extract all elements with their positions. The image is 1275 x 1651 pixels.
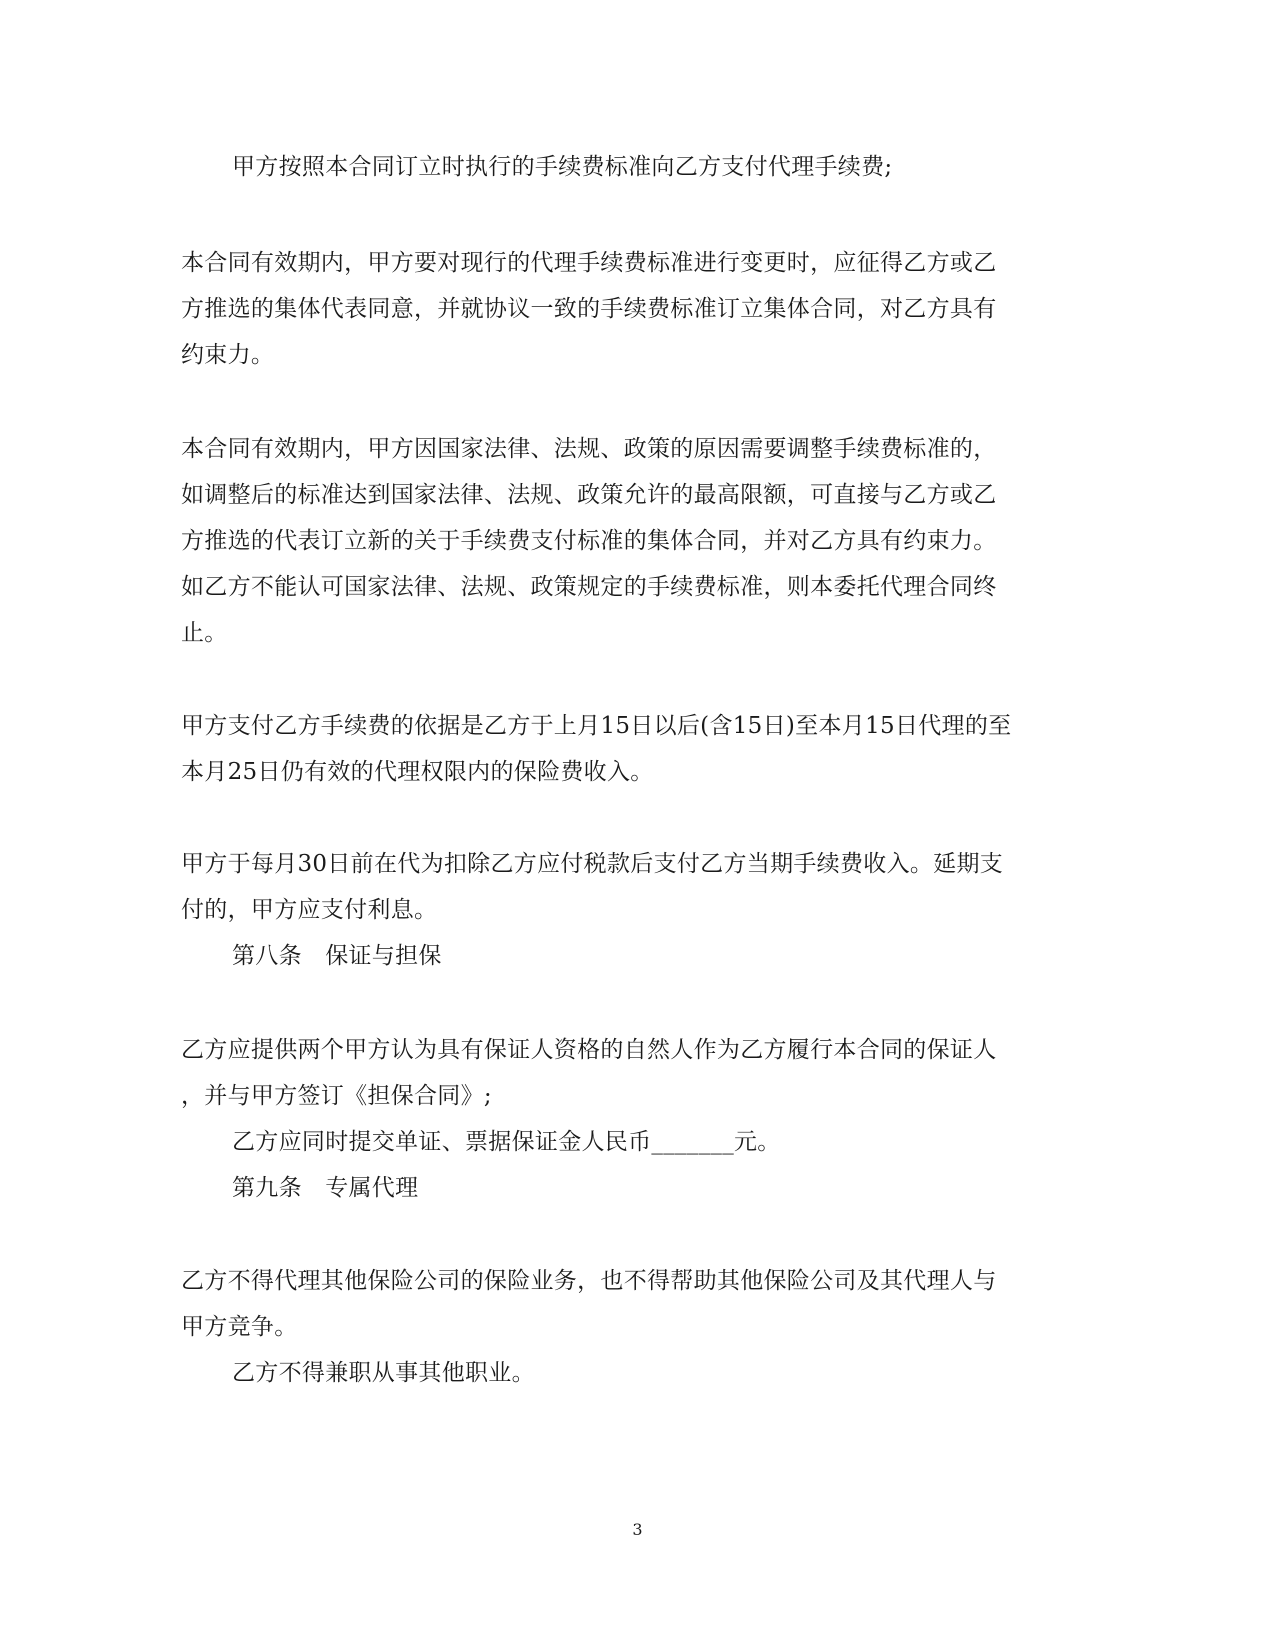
text-line: 甲方于每月30日前在代为扣除乙方应付税款后支付乙方当期手续费收入。延期支 xyxy=(181,851,1004,877)
text-line: 如乙方不能认可国家法律、法规、政策规定的手续费标准，则本委托代理合同终 xyxy=(181,574,997,600)
text-line: 止。 xyxy=(181,620,228,646)
text-line: 乙方应提供两个甲方认为具有保证人资格的自然人作为乙方履行本合同的保证人 xyxy=(181,1037,997,1063)
section-heading: 第九条 专属代理 xyxy=(232,1175,419,1201)
section-heading: 第八条 保证与担保 xyxy=(232,943,442,969)
text-line: 乙方不得兼职从事其他职业。 xyxy=(232,1360,535,1386)
text-line: 乙方应同时提交单证、票据保证金人民币_______元。 xyxy=(232,1129,781,1155)
text-line: 付的，甲方应支付利息。 xyxy=(181,897,438,923)
text-line: 本合同有效期内，甲方因国家法律、法规、政策的原因需要调整手续费标准的， xyxy=(181,436,997,462)
text-line: 甲方支付乙方手续费的依据是乙方于上月15日以后(含15日)至本月15日代理的至 xyxy=(181,713,1012,739)
text-line: 本月25日仍有效的代理权限内的保险费收入。 xyxy=(181,759,654,785)
text-line: 方推选的集体代表同意，并就协议一致的手续费标准订立集体合同，对乙方具有 xyxy=(181,296,997,322)
text-line: 方推选的代表订立新的关于手续费支付标准的集体合同，并对乙方具有约束力。 xyxy=(181,528,997,554)
text-line: 甲方竞争。 xyxy=(181,1314,298,1340)
text-line: 本合同有效期内，甲方要对现行的代理手续费标准进行变更时，应征得乙方或乙 xyxy=(181,250,997,276)
text-line: 乙方不得代理其他保险公司的保险业务，也不得帮助其他保险公司及其代理人与 xyxy=(181,1268,997,1294)
page-number: 3 xyxy=(632,1520,643,1539)
text-line: ，并与甲方签订《担保合同》; xyxy=(181,1083,492,1109)
text-line: 甲方按照本合同订立时执行的手续费标准向乙方支付代理手续费; xyxy=(232,154,893,180)
text-line: 约束力。 xyxy=(181,342,275,368)
text-line: 如调整后的标准达到国家法律、法规、政策允许的最高限额，可直接与乙方或乙 xyxy=(181,482,997,508)
